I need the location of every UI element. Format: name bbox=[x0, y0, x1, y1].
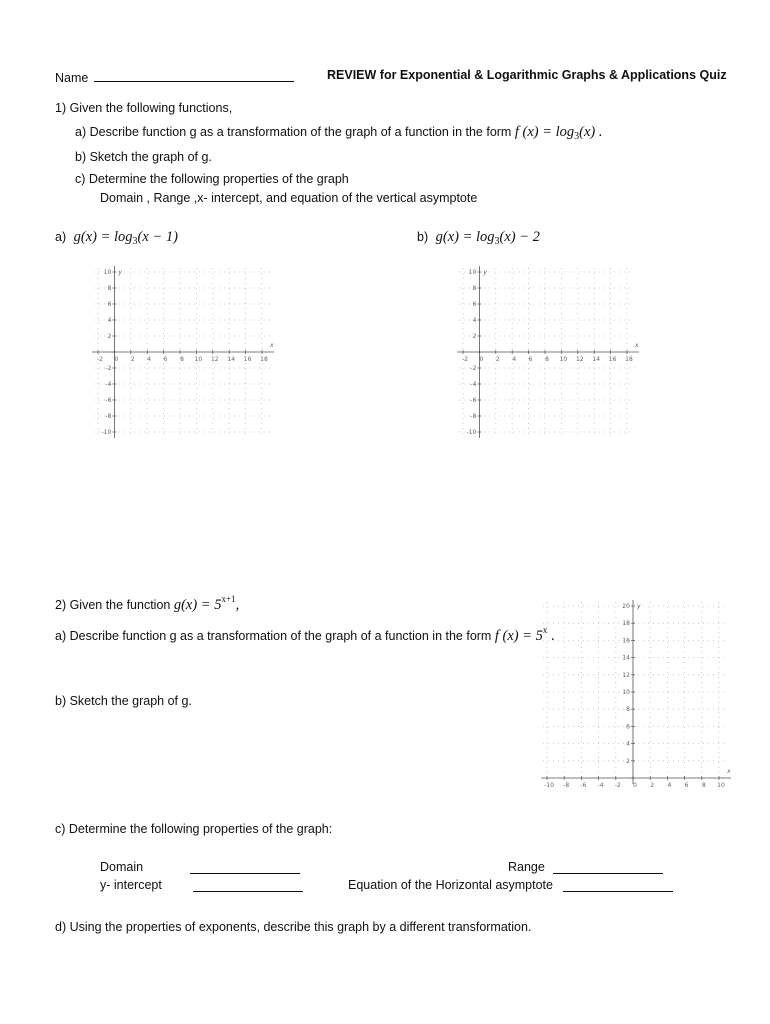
q1-a-formula-arg: (x) . bbox=[579, 124, 603, 140]
q1-part-a-label bbox=[55, 229, 178, 247]
y-tick-label: -2 bbox=[105, 365, 112, 372]
y-tick-label: -4 bbox=[105, 381, 112, 388]
x-tick-label: 0 bbox=[114, 356, 119, 363]
y-tick-label: 2 bbox=[107, 333, 112, 340]
x-tick-label: 4 bbox=[667, 782, 672, 789]
q1-intro: 1) Given the following functions, bbox=[55, 101, 233, 115]
y-tick-label: 10 bbox=[103, 269, 112, 276]
y-tick-label: -10 bbox=[466, 429, 477, 436]
y-tick-label: 6 bbox=[107, 301, 112, 308]
x-tick-label: 16 bbox=[608, 356, 617, 363]
y-intercept-label: y- intercept bbox=[100, 878, 162, 892]
q2-intro bbox=[55, 594, 239, 614]
q1-part-a-formula bbox=[74, 229, 178, 245]
x-tick-label: 10 bbox=[717, 782, 725, 789]
q1-part-b-letter: b) bbox=[417, 230, 429, 244]
y-intercept-answer-line[interactable] bbox=[193, 878, 303, 892]
q1-part-a-formula-left: g(x) = log bbox=[73, 229, 133, 245]
x-tick-label: 14 bbox=[592, 356, 601, 363]
q1-part-a-formula-right: (x − 1) bbox=[137, 229, 178, 245]
q2-intro-fx: g(x) = 5 bbox=[173, 597, 222, 613]
x-tick-label: 0 bbox=[633, 782, 637, 789]
q1-part-c-detail: Domain , Range ,x- intercept, and equation of the vertical asymptote bbox=[100, 191, 478, 205]
q1-graph-b[interactable] bbox=[455, 262, 645, 442]
y-tick-label: 4 bbox=[472, 317, 477, 324]
y-tick-label: -2 bbox=[470, 365, 477, 372]
x-tick-label: -4 bbox=[597, 782, 604, 789]
x-tick-label: -8 bbox=[563, 782, 570, 789]
y-tick-label: -4 bbox=[470, 381, 477, 388]
q2-intro-formula bbox=[173, 594, 240, 613]
page-title: REVIEW for Exponential & Logarithmic Graphs & Applications Quiz bbox=[327, 68, 727, 82]
y-tick-label: 10 bbox=[622, 689, 630, 696]
range-answer-line[interactable] bbox=[553, 860, 663, 874]
y-tick-label: 8 bbox=[472, 285, 477, 292]
y-tick-label: 6 bbox=[472, 301, 477, 308]
y-axis-label: y bbox=[483, 269, 487, 276]
q2-a-fx: f (x) = 5 bbox=[494, 628, 543, 644]
q1-part-b-formula-right: (x) − 2 bbox=[499, 229, 540, 245]
q1-a-formula-fx: f (x) = log bbox=[514, 124, 575, 140]
q1-graph-a[interactable] bbox=[90, 262, 280, 442]
y-tick-label: -6 bbox=[470, 397, 477, 404]
q1-part-b-formula-left: g(x) = log bbox=[435, 229, 495, 245]
x-tick-label: -10 bbox=[544, 782, 554, 789]
y-tick-label: 8 bbox=[107, 285, 112, 292]
domain-answer-line[interactable] bbox=[190, 860, 300, 874]
horizontal-asymptote-answer-line[interactable] bbox=[563, 878, 673, 892]
horizontal-asymptote-label: Equation of the Horizontal asymptote bbox=[348, 878, 553, 892]
q1-part-b-formula-base: 3 bbox=[494, 236, 500, 247]
y-tick-label: 2 bbox=[626, 757, 630, 765]
x-axis-label: x bbox=[270, 342, 274, 349]
x-tick-label: 2 bbox=[495, 356, 500, 363]
x-axis-label: x bbox=[635, 342, 639, 349]
x-tick-label: 2 bbox=[650, 782, 655, 789]
q2-part-c-instruction: c) Determine the following properties of the graph: bbox=[55, 822, 333, 836]
x-tick-label: 18 bbox=[625, 356, 633, 363]
q2-part-d-instruction: d) Using the properties of exponents, describe this graph by a different transformation. bbox=[55, 920, 532, 934]
name-field[interactable] bbox=[94, 68, 294, 82]
x-tick-label: -2 bbox=[97, 356, 103, 363]
x-tick-label: 6 bbox=[528, 356, 533, 363]
q1-a-formula-base: 3 bbox=[574, 131, 580, 142]
q2-a-exp: x bbox=[542, 625, 548, 635]
x-tick-label: 8 bbox=[545, 356, 549, 363]
y-tick-label: -10 bbox=[101, 429, 112, 436]
y-tick-label: -8 bbox=[470, 413, 477, 420]
q1-part-a-formula-base: 3 bbox=[132, 236, 138, 247]
q2-graph[interactable] bbox=[537, 595, 742, 810]
q2-part-a-instruction bbox=[55, 625, 555, 645]
y-tick-label: 14 bbox=[622, 654, 630, 662]
x-tick-label: 4 bbox=[147, 356, 152, 363]
x-tick-label: -2 bbox=[614, 782, 621, 789]
name-label-text: Name bbox=[55, 71, 89, 85]
q1-part-b-instruction: b) Sketch the graph of g. bbox=[75, 150, 212, 164]
x-tick-label: 8 bbox=[701, 782, 706, 789]
q2-a-text: a) Describe function g as a transformation of the graph of a function in the form bbox=[55, 629, 492, 643]
x-tick-label: 12 bbox=[575, 356, 584, 363]
q1-part-b-formula bbox=[436, 229, 540, 245]
q1-a-text: a) Describe function g as a transformation of the graph of a function in the form bbox=[75, 125, 512, 139]
q1-part-c-instruction: c) Determine the following properties of the graph bbox=[75, 172, 349, 186]
y-tick-label: -8 bbox=[105, 413, 112, 420]
y-tick-label: 10 bbox=[468, 269, 477, 276]
q1-part-a-instruction bbox=[75, 124, 603, 142]
x-tick-label: 6 bbox=[163, 356, 168, 363]
x-tick-label: -2 bbox=[462, 356, 468, 363]
y-tick-label: 4 bbox=[107, 317, 112, 324]
q2-part-b-instruction: b) Sketch the graph of g. bbox=[55, 694, 192, 708]
y-tick-label: -6 bbox=[105, 397, 112, 404]
y-tick-label: 4 bbox=[626, 740, 630, 748]
q1-part-b-label bbox=[417, 229, 540, 247]
x-tick-label: 16 bbox=[243, 356, 252, 363]
x-tick-label: 10 bbox=[194, 356, 203, 363]
q1-a-formula bbox=[515, 124, 603, 140]
x-tick-label: 6 bbox=[684, 782, 689, 789]
x-tick-label: -6 bbox=[580, 782, 587, 789]
y-tick-label: 12 bbox=[622, 671, 630, 679]
x-tick-label: 10 bbox=[559, 356, 568, 363]
y-tick-label: 18 bbox=[622, 620, 630, 628]
x-tick-label: 2 bbox=[130, 356, 135, 363]
q1-part-a-letter: a) bbox=[55, 230, 67, 244]
y-tick-label: 6 bbox=[626, 723, 630, 731]
q2-a-end: . bbox=[551, 628, 555, 644]
x-tick-label: 8 bbox=[180, 356, 184, 363]
x-tick-label: 18 bbox=[260, 356, 268, 363]
x-tick-label: 0 bbox=[479, 356, 484, 363]
y-axis-label: y bbox=[118, 269, 122, 276]
x-tick-label: 12 bbox=[210, 356, 219, 363]
x-axis-label: x bbox=[727, 768, 731, 775]
q2-intro-exp: x+1 bbox=[221, 594, 236, 604]
y-tick-label: 20 bbox=[622, 603, 630, 610]
x-tick-label: 4 bbox=[512, 356, 517, 363]
q2-intro-text: 2) Given the function bbox=[55, 598, 171, 612]
range-label: Range bbox=[508, 860, 545, 874]
y-tick-label: 8 bbox=[626, 706, 630, 714]
q2-intro-end: , bbox=[235, 597, 240, 613]
y-tick-label: 16 bbox=[622, 637, 630, 645]
y-tick-label: 2 bbox=[472, 333, 477, 340]
x-tick-label: 14 bbox=[227, 356, 236, 363]
name-label bbox=[55, 68, 294, 85]
y-axis-label: y bbox=[637, 603, 641, 610]
domain-label: Domain bbox=[100, 860, 144, 874]
